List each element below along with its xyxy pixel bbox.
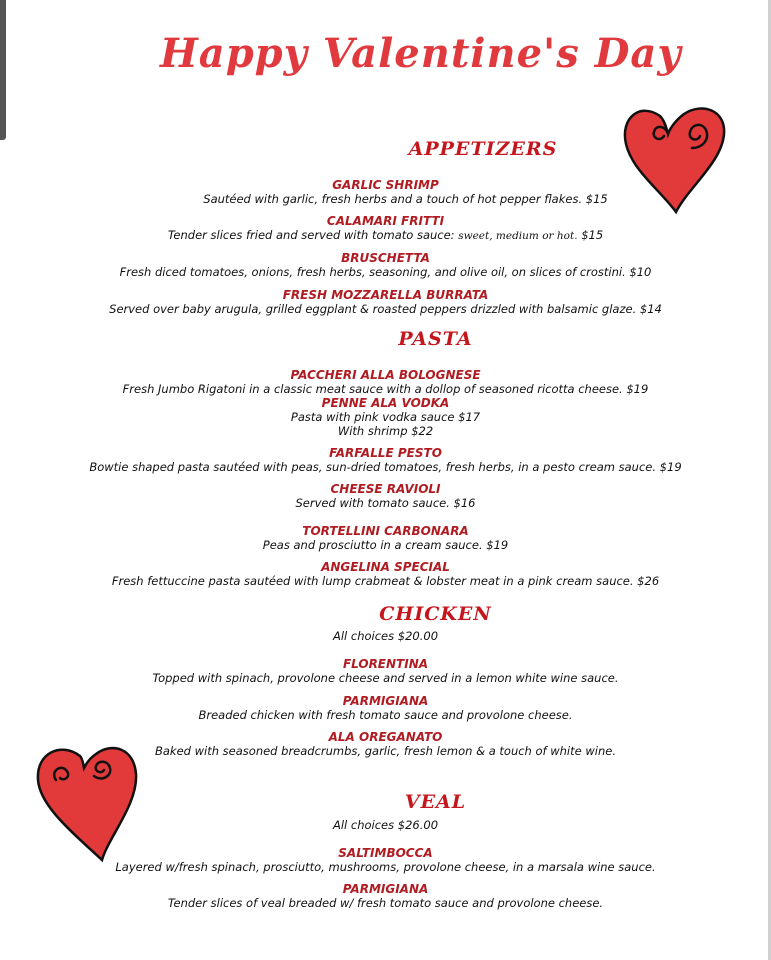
menu-item-description: Served over baby arugula, grilled eggplant & roasted peppers drizzled with balsamic glaze. $14 <box>109 302 662 316</box>
menu-item-name: GARLIC SHRIMP <box>332 178 439 192</box>
page-title: Happy Valentine's Day <box>160 30 682 77</box>
menu-item-name: TORTELLINI CARBONARA <box>302 524 469 538</box>
section-price-note: All choices $20.00 <box>332 629 439 643</box>
menu-item-description: Fresh diced tomatoes, onions, fresh herbs, seasoning, and olive oil, on slices of crostini. $10 <box>119 265 652 279</box>
menu-item-name: ANGELINA SPECIAL <box>321 560 450 574</box>
menu-item-description: Topped with spinach, provolone cheese and served in a lemon white wine sauce. <box>152 671 619 685</box>
menu-item-name: ALA OREGANATO <box>328 730 443 744</box>
menu-item-name: FARFALLE PESTO <box>329 446 442 460</box>
menu-item-description: Pasta with pink vodka sauce $17 <box>290 410 481 424</box>
section-heading-chicken: CHICKEN <box>379 603 492 625</box>
menu-item-name: BRUSCHETTA <box>341 251 430 265</box>
menu-item-description: Tender slices of veal breaded w/ fresh tomato sauce and provolone cheese. <box>167 896 604 910</box>
menu-item-name: CHEESE RAVIOLI <box>330 482 441 496</box>
menu-item-name: PACCHERI ALLA BOLOGNESE <box>290 368 481 382</box>
menu-item-description: Served with tomato sauce. $16 <box>295 496 476 510</box>
menu-item-description: With shrimp $22 <box>337 424 434 438</box>
menu-item-description: Fresh fettuccine pasta sautéed with lump crabmeat & lobster meat in a pink cream sauce. $26 <box>111 574 660 588</box>
menu-item-name: CALAMARI FRITTI <box>326 214 445 228</box>
menu-item-description: Baked with seasoned breadcrumbs, garlic, fresh lemon & a touch of white wine. <box>155 744 616 758</box>
menu-item-name: PARMIGIANA <box>342 694 429 708</box>
menu-item-name: PARMIGIANA <box>342 882 429 896</box>
menu-item-description: Tender slices fried and served with tomato sauce: sweet, medium or hot. $15 <box>167 228 604 242</box>
menu-item-description: Fresh Jumbo Rigatoni in a classic meat sauce with a dollop of seasoned ricotta cheese. $19 <box>122 382 649 396</box>
section-heading-pasta: PASTA <box>398 328 473 350</box>
menu-item-name: SALTIMBOCCA <box>338 846 433 860</box>
menu-item-description: Breaded chicken with fresh tomato sauce and provolone cheese. <box>198 708 573 722</box>
menu-item-description: Peas and prosciutto in a cream sauce. $19 <box>262 538 509 552</box>
menu-item-description: Bowtie shaped pasta sautéed with peas, sun-dried tomatoes, fresh herbs, in a pesto cream sauce. $19 <box>89 460 682 474</box>
section-heading-veal: VEAL <box>404 791 467 813</box>
menu-item-description: Layered w/fresh spinach, prosciutto, mushrooms, provolone cheese, in a marsala wine sauce. <box>115 860 656 874</box>
window-edge-tab <box>0 0 6 140</box>
section-heading-appetizers: APPETIZERS <box>408 138 558 160</box>
menu-item-name: PENNE ALA VODKA <box>321 396 450 410</box>
menu-item-name: FRESH MOZZARELLA BURRATA <box>282 288 489 302</box>
section-price-note: All choices $26.00 <box>332 818 439 832</box>
menu-item-description: Sautéed with garlic, fresh herbs and a touch of hot pepper flakes. $15 <box>203 192 608 206</box>
menu-item-name: FLORENTINA <box>342 657 429 671</box>
